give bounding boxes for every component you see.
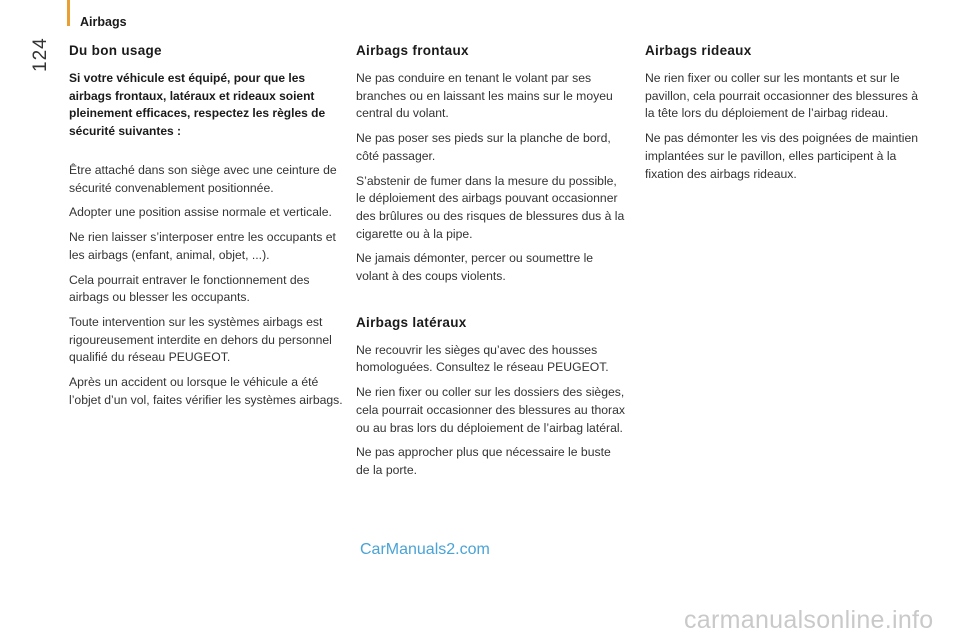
- frontal-paragraph: S’abstenir de fumer dans la mesure du possible, le déploiement des airbags pouvant occasionner des brûlures ou des risques de blessures dus à la cigarette ou à la pipe.: [356, 173, 625, 241]
- curtain-heading: Airbags rideaux: [645, 43, 752, 58]
- frontal-heading: Airbags frontaux: [356, 43, 469, 58]
- page-number: 124: [30, 37, 51, 72]
- usage-paragraph: Cela pourrait entraver le fonctionnement des airbags ou blesser les occupants.: [69, 272, 310, 305]
- curtain-paragraph: Ne rien fixer ou coller sur les montants et sur le pavillon, cela pourrait occasionner des blessures à la tête lors du déploiement de l’airbag rideau.: [645, 71, 919, 121]
- lateral-section: [356, 315, 626, 480]
- frontal-paragraph: Ne jamais démonter, percer ou soumettre le volant à des coups violents.: [356, 251, 594, 284]
- column-usage: [69, 43, 344, 416]
- column-curtain: [645, 43, 925, 190]
- frontal-paragraph: Ne pas conduire en tenant le volant par ses branches ou en laissant les mains sur le moyeu central du volant.: [356, 71, 613, 121]
- lateral-paragraph: Ne rien fixer ou coller sur les dossiers des sièges, cela pourrait occasionner des blessures au thorax ou au bras lors du déploiement de l’airbag latéral.: [356, 385, 625, 435]
- usage-lead: Si votre véhicule est équipé, pour que les airbags frontaux, latéraux et rideaux soient pleinement efficaces, respectez les règles de sécurité suivantes :: [69, 71, 326, 138]
- watermark-carmanualsonline: carmanualsonline.info: [684, 606, 934, 634]
- usage-paragraph: Ne rien laisser s’interposer entre les occupants et les airbags (enfant, animal, objet, ...).: [69, 230, 336, 262]
- usage-paragraph: Après un accident ou lorsque le véhicule a été l’objet d’un vol, faites vérifier les systèmes airbags.: [69, 375, 343, 407]
- lateral-heading: Airbags latéraux: [356, 314, 467, 330]
- usage-paragraph: Être attaché dans son siège avec une ceinture de sécurité convenablement positionnée.: [69, 163, 337, 195]
- curtain-paragraph: Ne pas démonter les vis des poignées de maintien implantées sur le pavillon, elles participent à la fixation des airbags rideaux.: [645, 131, 919, 181]
- column-frontal-lateral: [356, 43, 626, 487]
- frontal-paragraph: Ne pas poser ses pieds sur la planche de bord, côté passager.: [356, 131, 611, 163]
- section-accent-bar: [67, 0, 70, 26]
- usage-paragraph: Adopter une position assise normale et verticale.: [69, 205, 332, 220]
- lateral-paragraph: Ne pas approcher plus que nécessaire le buste de la porte.: [356, 445, 611, 477]
- section-title: Airbags: [80, 15, 127, 29]
- usage-heading: Du bon usage: [69, 43, 162, 58]
- watermark-carmanuals2[interactable]: CarManuals2.com: [360, 541, 490, 558]
- usage-paragraph: Toute intervention sur les systèmes airbags est rigoureusement interdite en dehors du personnel qualifié du réseau PEUGEOT.: [69, 314, 332, 365]
- lateral-paragraph: Ne recouvrir les sièges qu’avec des housses homologuées. Consultez le réseau PEUGEOT.: [356, 342, 609, 375]
